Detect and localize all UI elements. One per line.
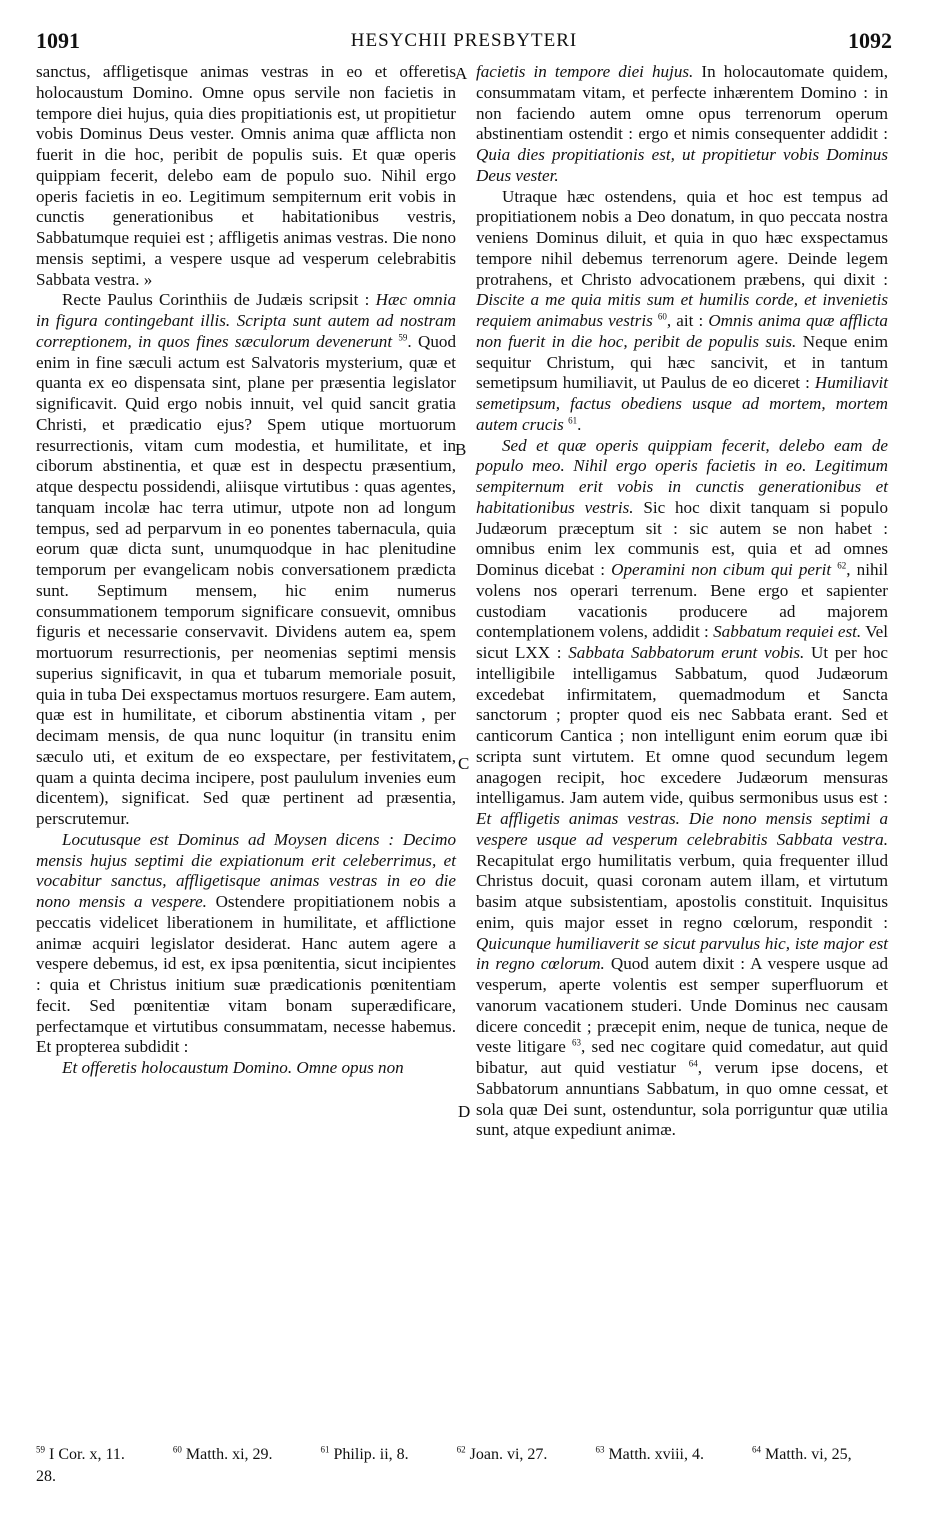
footnote-61 (321, 1446, 431, 1463)
text-run: Recte Paulus Corinthiis de Judæis scripsit : (62, 290, 376, 310)
right-column (476, 62, 888, 1141)
quotation: Locutusque est Dominus ad Moysen dicens : Decimo mensis hujus septimi die expiationum erit celeberrimus, et vocabitur sanctus, affligetisque animas vestras in eo die nono mensis a vespere. (36, 829, 456, 911)
paragraph (476, 187, 888, 436)
footnote-number: 59 (36, 1444, 45, 1455)
footnote-text: Matth. vi, 25, 28. (36, 1446, 852, 1485)
footnote-number: 62 (456, 1444, 466, 1455)
footnote-text: Matth. xviii, 4. (608, 1446, 704, 1463)
footnote-text: Matth. xi, 29. (185, 1446, 273, 1463)
footnote-64 (36, 1446, 852, 1485)
footnote-ref: 64 (688, 1058, 698, 1069)
footnote-62 (457, 1446, 570, 1463)
quotation: Quia dies propitiationis est, ut propitietur vobis Dominus Deus vester. (476, 145, 888, 185)
margin-letter-c: C (458, 754, 470, 773)
page-header (36, 28, 892, 56)
footnote-ref: 62 (837, 560, 847, 571)
quotation: Et offeretis holocaustum Domino. Omne opus non (62, 1058, 404, 1077)
paragraph (476, 62, 888, 187)
quotation: Sed et quæ operis quippiam fecerit, delebo eam de populo meo. Nihil ergo operis facietis in eo. Legitimum sempiternum erit vobis in cunctis generationibus et habitationibus vestris. (476, 435, 888, 517)
footnote-number: 63 (595, 1444, 605, 1455)
footnote-number: 64 (752, 1444, 761, 1455)
footnote-ref: 60 (657, 311, 667, 322)
quotation: facietis in tempore diei hujus. (476, 62, 694, 81)
text-run: Ostendere propitiationem nobis a peccatis videlicet liberationem in humilitate, et afflictione animæ acquiri legislator desiderat. Hanc autem agere a vespere debemus, id est, ex ipsa pœnitentia, sicut incipientes : quia et Christus initium suæ prædicationis pœnitentiam fecit. Sed pœnitentiæ vitam bonam superædificare, perfectamque et virtutibus consummatam, necesse habemus. Et propterea subdidit : (36, 892, 456, 1057)
footnote-63 (595, 1446, 726, 1463)
text-run: Recapitulat ergo humilitatis verbum, quia frequenter illud Christus docuit, quasi coronam autem illam, et virtutum basim atque subsistentiam, apostolis constituit. Inquisitus enim, quis major esset in regno cœlorum, respondit : (476, 850, 888, 932)
footnote-60 (173, 1446, 295, 1463)
footnote-text: I Cor. x, 11. (49, 1446, 125, 1463)
quotation: Sabbata Sabbatorum erunt vobis. (568, 643, 805, 662)
quotation: Humiliavit semetipsum, factus obediens usque ad mortem, mortem autem crucis (476, 373, 888, 434)
footnote-number: 61 (320, 1444, 330, 1455)
quotation: Omnis anima quæ afflicta non fuerit in die hoc, peribit de populis suis. (476, 311, 888, 351)
footnote-ref: 61 (568, 415, 578, 426)
text-run: Sic hoc dixit tanquam si populo Judæorum præceptum sit : sic autem se non habet : omnibus enim lex communis est, quia et ad omnes Dominus dicebat : (476, 497, 888, 579)
text-run: . Quod enim in fine sæculi actum est Salvatoris mysterium, quæ et quanta ex eo dispensata sint, plane per præsentia legislator significavit. Quid ergo nobis innuit, vel quid sancit gratia Christi, et prædicatio ejus? Spem utique mortuorum resurrectionis, vitam cum modestia, et humilitate, et in ciborum abstinentia, et quæ est in despectu præsentium, atque despectu possidendi, aliisque virtutibus : quas agentes, tanquam incolæ hac terra utimur, utpote non ad longum tempus, sed ad perparvum in eo ponentes tabernacula, quia eorum quæ dicta sunt, unumquodque in hac plenitudine temporum per evangelicam nobis conversationem prædicta sunt. Septimum mensem, hic enim numerus consummationem temporum significare consuevit, omnibus figuris et necessarie conservavit. Dividens autem ea, spem mortuorum resurrectionis, per neomenias septimi mensis superius significavit, in qua et tubarum memoriale posuit, quia in tuba Dei exspectamus mortuos resurgere. Eam autem, quæ est in humilitate, et ciborum abstinentia vitam , per decimam mensis, de qua nunc loquitur (in transitu enim sæculo uti, et exitum de eo exspectare, per festivitatem, quam a quinta decima incipere, post paululum invenies eum dicentem), significat. Sed quæ pertinent ad præsentia, perscrutemur. (36, 331, 456, 828)
quotation: Discite a me quia mitis sum et humilis corde, et invenietis requiem animabus vestris (476, 290, 888, 330)
text-run: Utraque hæc ostendens, quia et hoc est tempus ad propitiationem nobis a Deo donatum, in quo peccata nostra veniens Dominus diluit, et quia in quo hæc exspectamus tempore nihil debemus terrenorum agere. Deinde legem protrahens, et Christo advocationem præbens, qui dixit : (476, 186, 888, 289)
footnote-text: Joan. vi, 27. (469, 1446, 548, 1463)
quotation: Et affligetis animas vestras. Die nono mensis septimi a vespere usque ad vesperum celebrabitis Sabbata vestra. (476, 809, 888, 849)
footnote-ref: 59 (398, 332, 408, 343)
margin-letter-a: A (455, 64, 468, 83)
text-run: Ut per hoc intelligibile intelligamus Sabbatum, quod Judæorum excedebat infirmitatem, quemadmodum et Sancta sanctorum ; propter quod eis nec Sabbata erant. Sed et canticorum Cantica ; non intelligunt enim eorum quæ ibi scripta sunt virtutem. Et omne quod secundum legem anagogen recipit, hoc excedere Judæorum mensuras intelligamus. Jam autem vide, quibus sermonibus usus est : (476, 643, 888, 808)
paragraph (36, 830, 456, 1058)
page-number-left: 1091 (36, 28, 80, 53)
page-number-right: 1092 (848, 28, 892, 53)
paragraph (36, 1058, 456, 1079)
running-title: HESYCHII PRESBYTERI (350, 30, 578, 51)
margin-letter-d: D (458, 1102, 471, 1121)
quotation: Quicunque humiliaverit se sicut parvulus hic, iste major est in regno cœlorum. (476, 933, 888, 974)
footnote-59 (36, 1446, 147, 1463)
footnote-ref: 63 (572, 1037, 582, 1048)
paragraph: sanctus, affligetisque animas vestras in eo et offeretis holocaustum Domino. Omne opus servile non facietis in tempore diei hujus, quia dies propitiationis est, ut propitietur vobis Dominus Deus vester. Omnis anima quæ afflicta non fuerit in die hoc, peribit de populis suis. Et quæ operis quippiam fecerit, delebo eam de populo suo. Nihil ergo operis facietis in eo. Legitimum sempiternum erit vobis in cunctis generationibus et habitationibus vestris, Sabbatumque requiei est ; affligetis animas vestras. Die nono mensis septimi, a vespere usque ad vesperum celebrabitis Sabbata vestra. » (36, 62, 456, 289)
text-run: , nihil volens nos operari terrenum. Bene ergo et sapienter custodiam vacationis producere ad majorem contemplationem volens, addidit : (476, 560, 888, 642)
quotation: Hæc omnia in figura contingebant illis. Scripta sunt autem ad nostram correptionem, in quos fines sæculorum devenerunt (36, 290, 457, 351)
text-run: Quod autem dixit : A vespere usque ad vesperum, aperte volentis est semper superfluorum et vanorum vacationem studeri. Unde Dominus nec causam dicere concedit ; præcepit enim, neque de tunica, neque de veste litigare (476, 954, 888, 1057)
text-run: In holocautomate quidem, consummatam vitam, et perfecte inhærentem Domino : in non faciendo autem omne opus terrenorum operum abstinentiam ostendit : ergo et nimis consequenter addidit : (476, 62, 888, 144)
footnote-number: 60 (172, 1444, 182, 1455)
text-run: Neque enim sequitur Christum, qui hæc sancivit, et in tantum semetipsum humiliavit, ut Paulus de eo diceret : (476, 331, 888, 393)
text-run: Vel sicut LXX : (476, 622, 888, 662)
left-column (36, 62, 456, 1079)
footnote-text: Philip. ii, 8. (333, 1446, 409, 1463)
paragraph (476, 436, 888, 1142)
text-run: , verum ipse docens, et Sabbatorum annuntians Sabbatum, in quo omne cessat, et sola quæ Dei sunt, ostenduntur, sola porriguntur quæ utilia sunt, atque expediunt animæ. (476, 1058, 888, 1140)
paragraph (36, 290, 456, 830)
footnotes (36, 1444, 892, 1488)
text-run: , ait : (666, 311, 709, 330)
quotation: Operamini non cibum qui perit (611, 560, 832, 579)
margin-letter-b: B (455, 440, 467, 459)
quotation: Sabbatum requiei est. (713, 622, 862, 642)
text-run: . (577, 414, 582, 434)
text-run: , sed nec cogitare quid comedatur, aut quid bibatur, aut quid vestiatur (476, 1037, 888, 1077)
